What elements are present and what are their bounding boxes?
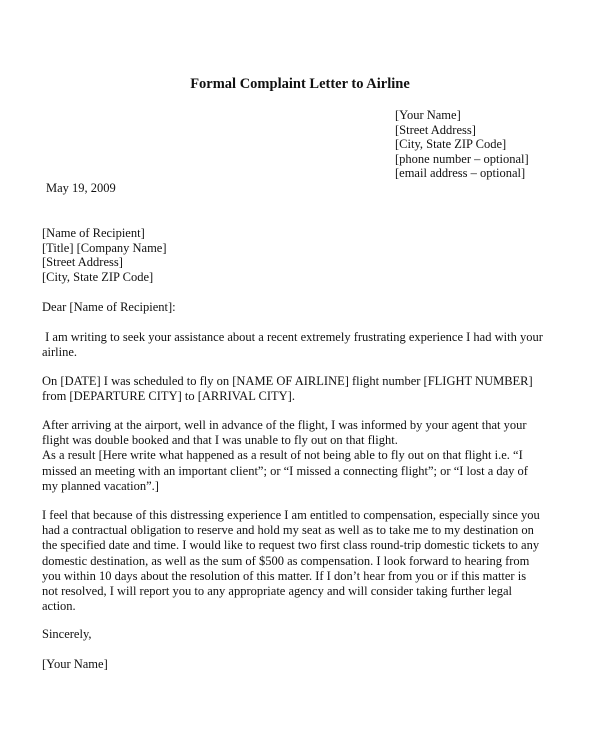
sender-city: [City, State ZIP Code]	[395, 137, 507, 152]
sender-phone: [phone number – optional]	[395, 151, 529, 166]
recipient-name: [Name of Recipient]	[42, 226, 145, 240]
paragraph-line: I feel that because of this distressing experience I am entitled to compensation, especially since you	[42, 508, 540, 522]
paragraph-line: had a contractual obligation to reserve and hold my seat as well as to take me to my destination on	[42, 523, 534, 538]
paragraph-line: not resolved, I will report you to any appropriate agency and will consider taking further legal	[42, 584, 512, 599]
sender-address-block	[395, 108, 529, 181]
paragraph-line: my planned vacation”.]	[42, 478, 159, 493]
sender-name: [Your Name]	[395, 108, 461, 122]
paragraph-flight-details	[42, 374, 587, 404]
paragraph-incident	[42, 418, 587, 494]
recipient-address-block	[42, 226, 167, 284]
paragraph-line: the specified date and time. I would like to request two first class round-trip domestic tickets to any	[42, 538, 540, 553]
sender-email: [email address – optional]	[395, 166, 526, 181]
paragraph-line: from [DEPARTURE CITY] to [ARRIVAL CITY].	[42, 389, 295, 404]
letter-title: Formal Complaint Letter to Airline	[190, 76, 410, 92]
salutation: Dear [Name of Recipient]:	[42, 300, 176, 314]
recipient-street: [Street Address]	[42, 255, 123, 270]
paragraph-line: On [DATE] I was scheduled to fly on [NAME OF AIRLINE] flight number [FLIGHT NUMBER]	[42, 374, 533, 388]
paragraph-line: action.	[42, 599, 76, 614]
paragraph-line: After arriving at the airport, well in advance of the flight, I was informed by your agent that your	[42, 418, 527, 432]
closing: Sincerely,	[42, 627, 92, 641]
paragraph-line: domestic destination, as well as the sum of $500 as compensation. I look forward to hearing from	[42, 553, 530, 568]
paragraph-line: flight was double booked and that I was unable to fly out on that flight.	[42, 433, 398, 448]
recipient-city: [City, State ZIP Code]	[42, 269, 154, 284]
paragraph-line: you within 10 days about the resolution of this matter. If I don’t hear from you or if this matter is	[42, 568, 527, 583]
sender-street: [Street Address]	[395, 122, 476, 137]
paragraph-line: As a result [Here write what happened as a result of not being able to fly out on that flight i.e. “I	[42, 448, 523, 463]
signature: [Your Name]	[42, 657, 108, 671]
paragraph-line: airline.	[42, 345, 78, 360]
recipient-title-company: [Title] [Company Name]	[42, 240, 167, 255]
paragraph-intro	[42, 330, 587, 360]
paragraph-compensation	[42, 508, 587, 614]
paragraph-line: I am writing to seek your assistance about a recent extremely frustrating experience I had with your	[42, 330, 543, 344]
paragraph-line: missed an meeting with an important client”; or “I missed a connecting flight”; or “I lost a day of	[42, 463, 528, 478]
letter-date: May 19, 2009	[46, 181, 116, 195]
